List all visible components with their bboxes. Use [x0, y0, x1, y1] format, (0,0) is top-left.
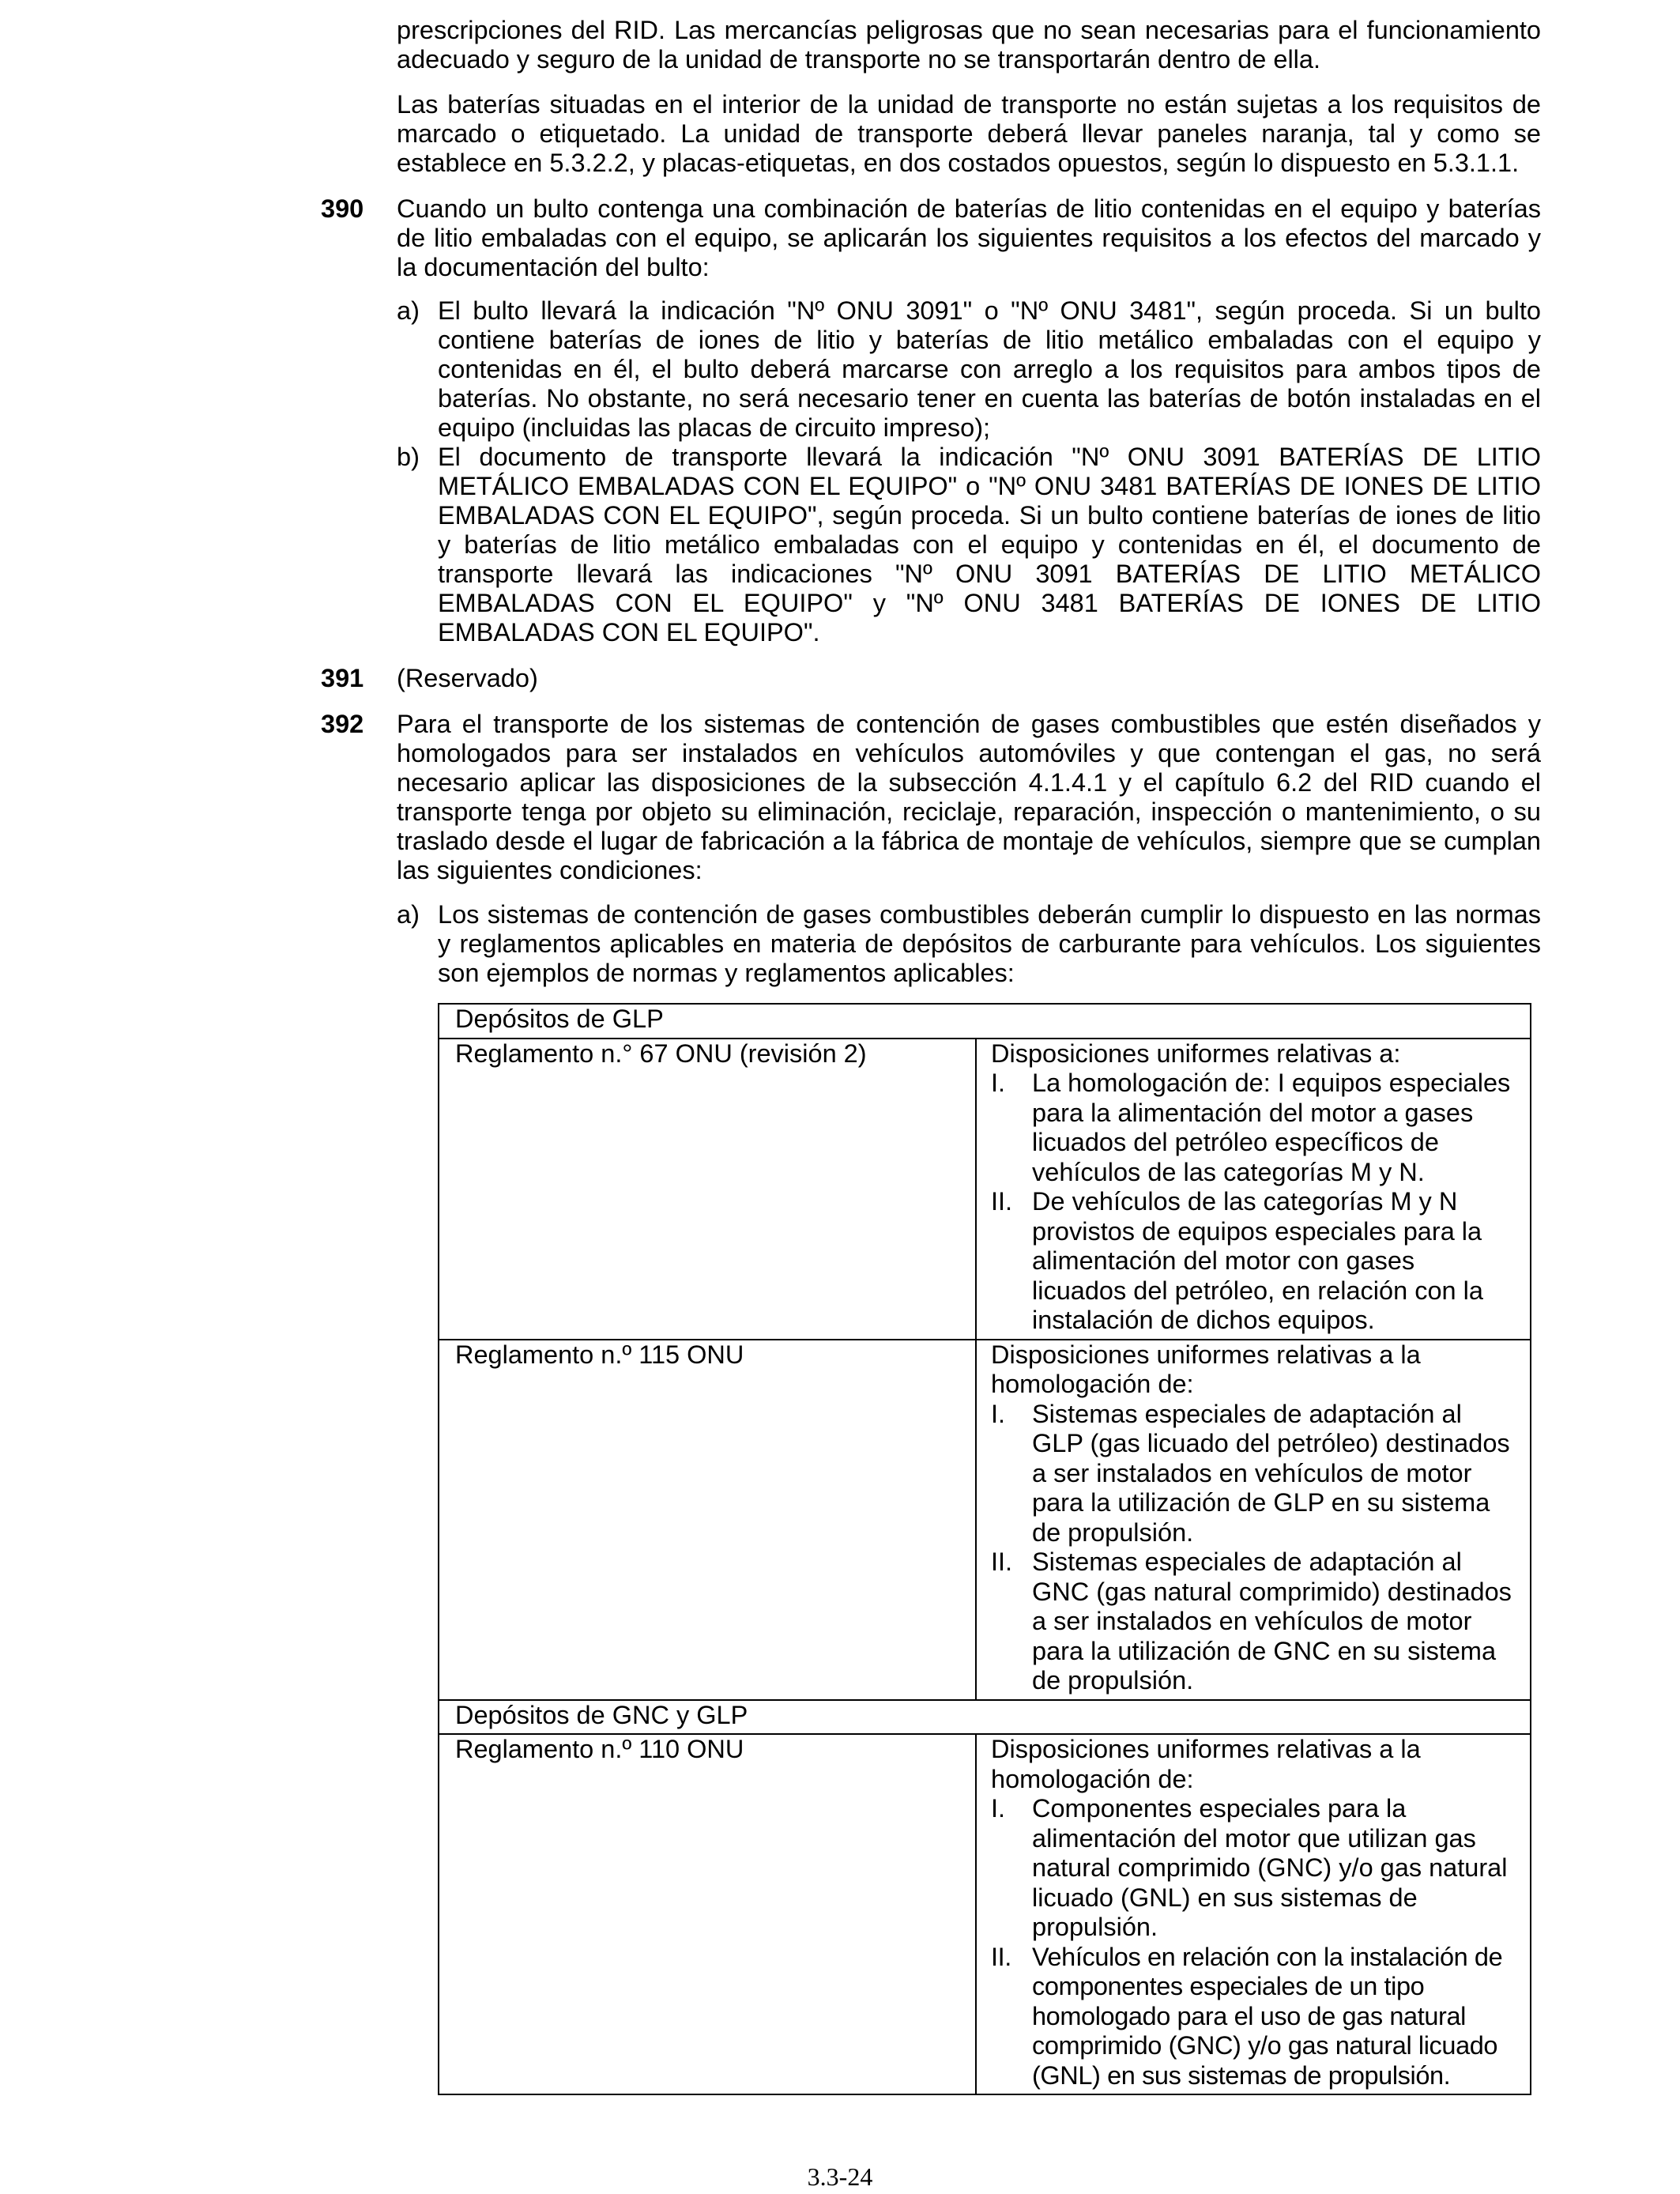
provision-391: [321, 664, 1541, 693]
roman-text: Sistemas especiales de adaptación al GNC (gas natural comprimido) destinados a ser instalados en vehículos de motor para la utilización de GNC en su sistema de propulsión.: [1032, 1547, 1512, 1695]
provision-text: (Reservado): [397, 664, 538, 692]
item-label: b): [397, 443, 420, 471]
item-text: Los sistemas de contención de gases combustibles deberán cumplir lo dispuesto en las normas y reglamentos aplicables en materia de depósitos de carburante para vehículos. Los siguientes son ejemplos de normas y reglamentos aplicables:: [438, 900, 1541, 987]
item-label: a): [397, 296, 420, 325]
intro-paragraph-2: Las baterías situadas en el interior de la unidad de transporte no están sujetas a los requisitos de marcado o etiquetado. La unidad de transporte deberá llevar paneles naranja, tal y como se establece en 5.3.2.2, y placas-etiquetas, en dos costados opuestos, según lo dispuesto en 5.3.1.1.: [397, 90, 1541, 177]
provision-text: Cuando un bulto contenga una combinación de baterías de litio contenidas en el equipo y baterías de litio embaladas con el equipo, se aplicarán los siguientes requisitos a los efectos del marcado y la documentación del bulto:: [397, 194, 1541, 281]
intro-paragraph-1: prescripciones del RID. Las mercancías peligrosas que no sean necesarias para el funcionamiento adecuado y seguro de la unidad de transporte no se transportarán dentro de ella.: [397, 16, 1541, 74]
section-header-glp: Depósitos de GLP: [439, 1004, 1531, 1039]
table-row: [439, 1340, 1531, 1700]
item-text: El bulto llevará la indicación "Nº ONU 3091" o "Nº ONU 3481", según proceda. Si un bulto contiene baterías de iones de litio y baterías de litio metálico embaladas con el equipo y contenidas en él, el bulto deberá marcarse con arreglo a los requisitos para ambos tipos de baterías. No obstante, no será necesario tener en cuenta las baterías de botón instaladas en el equipo (incluidas las placas de circuito impreso);: [438, 296, 1541, 442]
roman-label: I.: [991, 1069, 1006, 1097]
regulations-table: [438, 1003, 1531, 2095]
table-section-row: [439, 1004, 1531, 1039]
item-label: a): [397, 900, 420, 929]
page-content: [321, 16, 1541, 2095]
roman-text: Componentes especiales para la alimentación del motor que utilizan gas natural comprimido (GNC) y/o gas natural licuado (GNL) en sus sistemas de propulsión.: [1032, 1794, 1508, 1941]
regulation-name: Reglamento n.º 110 ONU: [439, 1734, 976, 2094]
list-item: [991, 1794, 1514, 1943]
roman-label: II.: [991, 1187, 1013, 1216]
regulation-name: Reglamento n.º 115 ONU: [439, 1340, 976, 1700]
roman-text: La homologación de: I equipos especiales para la alimentación del motor a gases licuados del petróleo específicos de vehículos de las categorías M y N.: [1032, 1069, 1511, 1186]
regulation-name: Reglamento n.° 67 ONU (revisión 2): [439, 1039, 976, 1340]
list-item: [991, 1943, 1514, 2091]
section-header-gnc: Depósitos de GNC y GLP: [439, 1700, 1531, 1735]
provision-392: [321, 710, 1541, 2095]
table-row: [439, 1734, 1531, 2094]
list-item-b: [397, 443, 1541, 647]
roman-label: II.: [991, 1942, 1011, 1971]
table-section-row: [439, 1700, 1531, 1735]
list-item: [991, 1400, 1514, 1548]
regulation-description: [976, 1340, 1531, 1700]
provision-number: 392: [321, 710, 364, 738]
list-item-a: [397, 296, 1541, 443]
provision-number: 390: [321, 194, 364, 223]
table-row: [439, 1039, 1531, 1340]
list-item-a: [397, 900, 1541, 988]
roman-text: Vehículos en relación con la instalación de componentes especiales de un tipo homologado para el uso de gas natural comprimido (GNC) y/o gas natural licuado (GNL) en sus sistemas de propulsión.: [1032, 1942, 1503, 2090]
description-intro: Disposiciones uniformes relativas a la homologación de:: [991, 1340, 1421, 1398]
item-text: El documento de transporte llevará la indicación "Nº ONU 3091 BATERÍAS DE LITIO METÁLICO EMBALADAS CON EL EQUIPO" o "Nº ONU 3481 BATERÍAS DE IONES DE LITIO EMBALADAS CON EL EQUIPO", según proceda. Si un bulto contiene baterías de iones de litio y baterías de litio metálico embaladas con el equipo y contenidas en él, el documento de transporte llevará las indicaciones "Nº ONU 3091 BATERÍAS DE LITIO METÁLICO EMBALADAS CON EL EQUIPO" y "Nº ONU 3481 BATERÍAS DE IONES DE LITIO EMBALADAS CON EL EQUIPO".: [438, 443, 1541, 647]
list-item: [991, 1069, 1514, 1187]
roman-label: I.: [991, 1794, 1006, 1823]
provision-number: 391: [321, 664, 364, 692]
roman-label: II.: [991, 1547, 1013, 1576]
provision-items: [397, 296, 1541, 647]
provision-390: [321, 194, 1541, 647]
provision-text: Para el transporte de los sistemas de contención de gases combustibles que estén diseñados y homologados para ser instalados en vehículos automóviles y que contengan el gas, no será necesario aplicar las disposiciones de la subsección 4.1.4.1 y el capítulo 6.2 del RID cuando el transporte tenga por objeto su eliminación, reciclaje, reparación, inspección o mantenimiento, o su traslado desde el lugar de fabricación a la fábrica de montaje de vehículos, siempre que se cumplan las siguientes condiciones:: [397, 710, 1541, 884]
description-intro: Disposiciones uniformes relativas a la homologación de:: [991, 1735, 1421, 1793]
roman-text: Sistemas especiales de adaptación al GLP (gas licuado del petróleo) destinados a ser instalados en vehículos de motor para la utilización de GLP en su sistema de propulsión.: [1032, 1399, 1510, 1547]
regulation-description: [976, 1734, 1531, 2094]
list-item: [991, 1547, 1514, 1696]
list-item: [991, 1187, 1514, 1336]
roman-label: I.: [991, 1399, 1006, 1428]
regulation-description: [976, 1039, 1531, 1340]
page-number: 3.3-24: [807, 2162, 873, 2191]
description-intro: Disposiciones uniformes relativas a:: [991, 1039, 1401, 1068]
provision-items: [397, 900, 1541, 988]
roman-text: De vehículos de las categorías M y N provistos de equipos especiales para la alimentación del motor con gases licuados del petróleo, en relación con la instalación de dichos equipos.: [1032, 1187, 1483, 1334]
